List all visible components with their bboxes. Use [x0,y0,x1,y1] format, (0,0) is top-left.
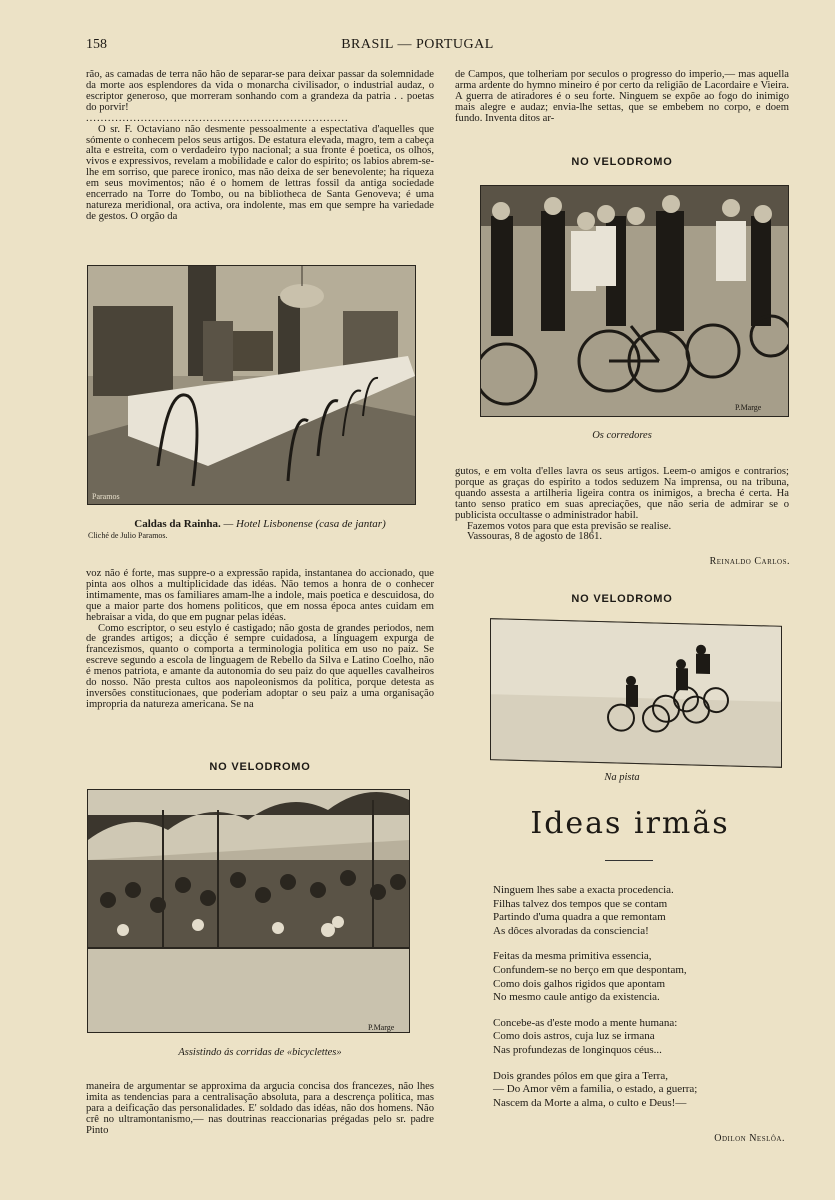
track-photo [490,618,782,768]
right-mid-text [455,467,789,543]
poem-stanza [493,884,793,938]
paragraph: O sr. F. Octaviano não desmente pessoalmente a espectativa d'aquelles que sómente o conhecem pelos seus artigos. De estatura elevada, magro, tem a cabeça alta e estreita, com o verdadeiro typo nacional; a sua fronte é poetica, os olhos, vivos e expressivos, revelam a mobilidade e calor do espirito; os labios abrem-se-lhe em sorriso, que parece ironico, mas não deixa de ser benevolente; ha riqueza em seus movimentos; não é o homem de lettras fossil da antiga sociedade encerrado na Torre do Tombo, ou na bibliotheca de Santa Genoveva; é uma natureza meridional, ora activa, ora indolente, mas em que sempre ha variedade de gestos. O orgão da [86,123,434,222]
photo-signature: P.Marge [368,1023,395,1032]
section-heading: NO VELODROMO [571,593,673,605]
spectators-photo [87,789,410,1033]
hotel-dining-room-photo [87,265,416,505]
riders-illustration [481,186,788,416]
poem-line: Partindo d'uma quadra a que remontam [493,911,666,924]
poem-line: Nas profundezas de longinquos céus... [493,1043,662,1056]
poem-line: Filhas talvez dos tempos que se contam [493,897,668,910]
poem-line: Dois grandes pólos em que gira a Terra, [493,1069,668,1082]
poem-line: — Do Amor vêm a familia, o estado, a guerra; [493,1083,698,1096]
caption-text: Assistindo ás corridas de «bicyclettes» [178,1047,342,1058]
poem-title: Ideas irmãs [530,806,730,841]
poem-stanza [493,950,793,1004]
right-top-text [455,70,789,125]
author-signature: Reinaldo Carlos. [709,556,790,567]
riders-photo [480,185,789,417]
poem-stanza [493,1070,793,1111]
dateline: Vassouras, 8 de agosto de 1861. [467,531,603,543]
section-heading: NO VELODROMO [571,156,673,168]
ellipsis-divider: ........................................................................ [86,113,349,124]
poem-line: Como dois galhos rigidos que apontam [493,977,666,990]
photo-signature: P.Marge [735,403,762,412]
caption-description: — Hotel Lisbonense (casa de jantar) [223,518,386,530]
title-rule [605,860,653,861]
poem-line: No mesmo caule antigo da existencia. [493,991,660,1004]
poem-line: Nascem da Morte a alma, o culto e Deus!— [493,1096,687,1109]
photo-credit: Cliché de Julio Paramos. [88,531,168,540]
spectators-caption [86,1047,434,1058]
left-bottom-text [86,1082,434,1137]
poem-line: Ninguem lhes sabe a exacta procedencia. [493,884,674,896]
paragraph: Como escriptor, o seu estylo é castigado; não gosta de grandes periodos, nem de grandes artigos; a dicção é sempre cuidadosa, a linguagem expurga de francezismos, quanto o comporta a terminologia politica em uso no paiz. Se escreve segundo a escola de linguagem de Rebello da Silva e Latino Coelho, não é menos patriota, e amante da autonomia do seu paiz do que aquelles cavalheiros do nosso. Não presta cultos aos napoleonismos da politica, porque detesta as inversões constitucionaes, que poderiam adoptar o seu paiz a uma organisação impropria da natureza americana. Se na [86,622,434,710]
section-heading: NO VELODROMO [209,761,311,773]
poem-line: Como dois astros, cuja luz se irmana [493,1030,655,1043]
caption-text: Na pista [604,772,640,783]
poem-line: Feitas da mesma primitiva essencia, [493,950,652,963]
spectators-illustration [88,790,409,1032]
riders-caption [455,430,789,441]
paragraph: Fazemos votos para que esta previsão se realise. [467,520,672,532]
poem-line: As dôces alvoradas da consciencia! [493,924,649,937]
paragraph: maneira de argumentar se approxima da argucia concisa dos francezes, não lhes imita as tendencias para a centralisação absoluta, para a descrença politica, mas para a deificação das personalidades. E' soldado das idéas, não dos homens. Não crê no ultramontanismo,— nas doutrinas reaccionarias prégadas pelo sr. padre Pinto [86,1081,434,1136]
hotel-caption [86,518,434,530]
left-top-text [86,70,434,223]
paragraph: rão, as camadas de terra não hão de separar-se para deixar passar da solemnidade da morte aos esplendores da vida o monarcha civilisador, o industrial audaz, o escriptor generoso, que morreram sonhando com a grandeza da patria . . poetas do porvir! [86,69,434,113]
paragraph: voz não é forte, mas suppre-o a expressão rapida, instantanea do accionado, que pinta aos olhos a multiplicidade das idéas. Não temos a honra de o conhecer intimamente, mas os familiares amam-lhe a indole, mais poetica e descuidosa, do que a maior parte dos homens politicos, que em nossa época antes cuidam em hebraisar a vida, do que em pugnar pelas idéas. [86,568,434,623]
poem-stanza [493,1017,793,1058]
paragraph: gutos, e em volta d'elles lavra os seus artigos. Leem-o amigos e contrarios; porque as graças do espirito a todos seduzem Na imprensa, ou na tribuna, quando assesta a artilheria ligeira contra os inimigos, a brecha é certa. Ha tanto senso pratico em suas apreciações, que não seria de admirar se o publicista occultasse o administrador habil. [455,466,789,521]
photo-signature: Paramos [92,492,120,501]
poem-line: Confundem-se no berço em que despontam, [493,963,687,976]
paragraph: de Campos, que tolheriam por seculos o progresso do imperio,— mas aquella arma ardente do hymno mineiro é por certo da religião de Lacordaire e Vieira. A guerra de atiradores é o seu forte. Ninguem se expõe ao fogo do inimigo mais alegre e audaz; envia-lhe settas, que se embebem no corpo, e doem fundo. Inventa ditos ar- [455,69,789,124]
page-number: 158 [86,37,107,52]
hotel-dining-illustration [88,266,415,504]
track-caption [455,772,789,783]
poem-body [493,884,793,1122]
running-header: BRASIL — PORTUGAL [341,37,494,52]
poem-line: Concebe-as d'este modo a mente humana: [493,1016,678,1029]
caption-place: Caldas da Rainha. [134,518,221,530]
track-illustration [491,619,781,767]
poem-author: Odilon Neslôa. [714,1133,785,1144]
left-mid-text [86,569,434,711]
caption-text: Os corredores [592,430,652,441]
